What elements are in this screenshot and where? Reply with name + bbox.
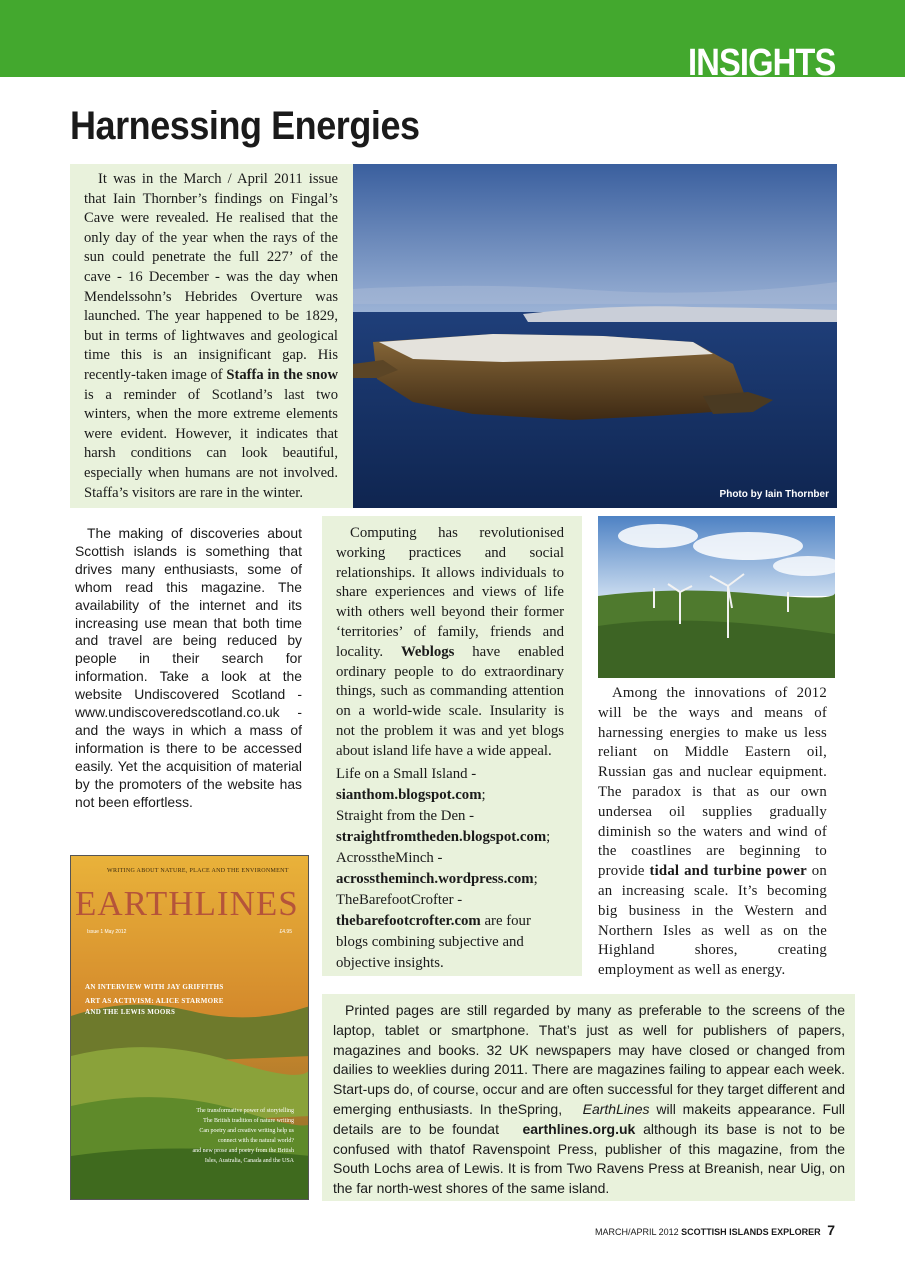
cover-price: £4.95 [279, 929, 292, 935]
wind-farm-image [598, 516, 835, 678]
staffa-photo [353, 164, 837, 508]
blog-url[interactable]: straightfromtheden.blogspot.com [336, 828, 547, 845]
printed-text-a: Printed pages are still regarded by many as preferable to the screens of the laptop, tablet or smartphone. That’s just as well for publishers of papers, magazines and books. 32 UK newspapers may have closed or changed from dailies to weeklies during 2011. There are magazines failing to appear each week. Start-ups do, of course, occur and are often successful for they target different and emerging enthusiasts. In theSpring, [333, 1002, 845, 1117]
computing-tail: are four blogs combining subjective and objective insights. [336, 912, 531, 971]
printed-text [333, 1001, 845, 1199]
footer-magazine: SCOTTISH ISLANDS EXPLORER [681, 1227, 821, 1237]
discoveries-column [75, 525, 302, 812]
cover-blurb-line: and new prose and poetry from the British [192, 1148, 294, 1154]
article-title: Harnessing Energies [70, 104, 420, 148]
cover-blurb-line: The British tradition of nature writing [203, 1118, 294, 1124]
discover-text-b: - www.undiscoveredscotland.co.uk - and the ways in which a mass of information is there to be accessed easily. Yet the acquisition of material by the promoters of the website has not been effortless. [75, 686, 303, 810]
blog-url[interactable]: thebarefootcrofter.com [336, 912, 481, 929]
cover-line: AND THE LEWIS MOORS [85, 1008, 176, 1016]
blog-name: Life on a Small Island - [336, 765, 477, 782]
footer-issue: MARCH/APRIL 2012 [594, 1227, 679, 1237]
wind-farm-photo [598, 516, 835, 678]
cover-line: AN INTERVIEW WITH JAY GRIFFITHS [85, 983, 224, 991]
printed-text-b: will makeits appearance. Full details are to be foundat [333, 1100, 846, 1137]
blog-url[interactable]: sianthom.blogspot.com [336, 786, 482, 803]
intro-panel [70, 164, 353, 508]
cover-title: EARTHLINES [75, 884, 299, 923]
page-number: 7 [827, 1222, 835, 1238]
page-footer [595, 1222, 835, 1238]
printed-text-c: although its base is not to be confused with thatof Ravenspoint Press, publisher of this magazine, from the South Lochs area of Lewis. It is from Two Ravens Press at Breanish, near Uig, on the far north-west shores of the same island. [333, 1120, 846, 1197]
section-label: INSIGHTS [687, 42, 835, 84]
blog-url[interactable]: acrosstheminch.wordpress.com [336, 870, 534, 887]
cover-blurb-line: Can poetry and creative writing help us [199, 1128, 294, 1134]
cover-headlines [85, 982, 285, 1018]
earthlines-cover [70, 855, 309, 1200]
cover-tagline: WRITING ABOUT NATURE, PLACE AND THE ENVIRONMENT [107, 868, 289, 874]
staffa-image [353, 164, 837, 508]
innovations-column [598, 684, 827, 981]
computing-text-a: Computing has revolutionised working practices and social relationships. It allows individuals to share experiences and views of life with others well beyond their former ‘territories’ of family, friends and locality. [336, 525, 564, 660]
photo-credit: Photo by Iain Thornber [719, 489, 829, 500]
cover-blurb-line: Isles, Australia, Canada and the USA [204, 1158, 294, 1164]
intro-bold: Staffa in the snow [226, 366, 338, 383]
undiscovered-scotland-link[interactable]: Undiscovered Scotland [134, 686, 286, 703]
computing-text [336, 524, 564, 974]
printed-panel [322, 994, 855, 1201]
innov-text-b: on an increasing scale. It’s becoming big business in the Western and Northern Isles as well as on the Highland shores, creating employment as well as energy. [598, 863, 827, 979]
blog-list: Life on a Small Island - sianthom.blogspot.com; Straight from the Den - straightfromtheden.blogspot.com; AcrosstheMinch - acrosstheminch.wordpress.com; TheBarefootCrofter - thebarefootcrofter.com are four blogs combining subjective and objective insights. [336, 764, 564, 974]
intro-paragraph [84, 170, 338, 503]
cover-line: ART AS ACTIVISM: ALICE STARMORE [85, 997, 224, 1005]
weblogs-bold: Weblogs [400, 643, 455, 660]
cover-blurb [144, 1106, 294, 1166]
intro-text-a: It was in the March / April 2011 issue that Iain Thornber’s findings on Fingal’s Cave were revealed. He realised that the only day of the year when the rays of the sun could penetrate the full 227’ of the cave - 16 December - was the day when Mendelssohn’s Hebrides Overture was launched. The year happened to be 1829, but in terms of lightwaves and geological time this is an insignificant gap. His recently-taken image of [84, 171, 338, 383]
cover-issue: Issue 1 May 2012 [87, 929, 127, 935]
innov-bold: tidal and turbine power [649, 863, 807, 880]
section-banner [0, 0, 905, 84]
discover-text-a: The making of discoveries about Scottish islands is something that drives many enthusiasts, some of whom read this magazine. The availability of the internet and its increasing use mean that both time and travel are being reduced by people in their search for information. Take a look at the website [75, 525, 302, 703]
earthlines-link[interactable]: earthlines.org.uk [522, 1120, 636, 1137]
blog-name: Straight from the Den - [336, 807, 475, 824]
cover-blurb-line: The transformative power of storytelling [196, 1108, 294, 1114]
blog-name: TheBarefootCrofter - [336, 891, 463, 908]
computing-panel [322, 516, 582, 976]
blog-name: AcrosstheMinch - [336, 849, 443, 866]
earthlines-italic: EarthLines [582, 1100, 650, 1117]
innov-text-a: Among the innovations of 2012 will be the ways and means of harnessing energies to make us less reliant on Middle Eastern oil, Russian gas and nuclear equipment. The paradox is that as our own undersea oil supplies gradually diminish so the waters and wind of the coastlines are beginning to provide [598, 685, 827, 880]
cover-blurb-line: connect with the natural world? [218, 1138, 294, 1144]
computing-text-b: have enabled ordinary people to do extraordinary things, such as commanding attention on a world-wide scale. Insularity is not the problem it was and yet blogs about island life have a wide appeal. [336, 643, 564, 759]
intro-text-b: is a reminder of Scotland’s last two winters, when the more extreme elements were evident. However, it indicates that harsh conditions can look beautiful, especially when humans are not involved. Staffa’s visitors are rare in the winter. [84, 386, 338, 501]
